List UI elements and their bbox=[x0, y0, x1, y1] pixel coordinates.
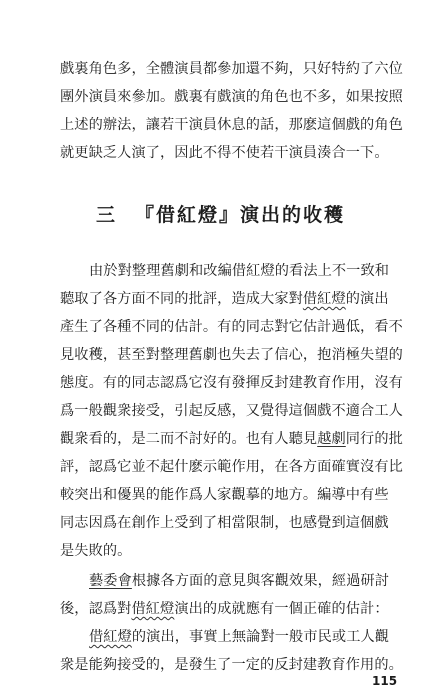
text-line bbox=[89, 628, 389, 646]
text-line: 團外演員來參加。戲裏有戲演的角色也不多，如果按照 bbox=[60, 89, 403, 105]
text-line bbox=[60, 600, 389, 618]
text-line: 戲裏角色多，全體演員都參加還不夠，只好特約了六位 bbox=[60, 61, 403, 77]
page-number: 115 bbox=[372, 674, 398, 688]
text-line: 態度。有的同志認爲它沒有發揮反封建教育作用，沒有 bbox=[60, 375, 403, 391]
text-line bbox=[89, 572, 389, 590]
section-title: 『借紅燈』演出的收穫 bbox=[135, 204, 346, 226]
text-line: 評，認爲它並不起什麽示範作用，在各方面確實沒有比 bbox=[60, 459, 403, 475]
proper-name: 越劇 bbox=[317, 431, 346, 447]
text-line: 同志因爲在創作上受到了相當限制，也感覺到這個戲 bbox=[60, 515, 389, 531]
proper-name: 藝委會 bbox=[89, 573, 132, 589]
text-line: 爲一般觀衆接受，引起反感，又覺得這個戲不適合工人 bbox=[60, 403, 403, 419]
text-run: 觀衆看的，是二而不討好的。也有人聽見 bbox=[60, 431, 318, 447]
text-run: 演出的成就應有一個正確的估計： bbox=[174, 601, 389, 617]
text-run: 聽取了各方面不同的批評，造成大家對 bbox=[60, 291, 303, 307]
text-line: 較突出和優異的能作爲人家觀摹的地方。編導中有些 bbox=[60, 487, 389, 503]
text-run: 同行的批 bbox=[345, 431, 403, 447]
text-line: 就更缺乏人演了，因此不得不使若干演員湊合一下。 bbox=[60, 145, 389, 161]
text-line bbox=[60, 430, 403, 448]
text-run: 的演出，事實上無論對一般市民或工人觀 bbox=[131, 629, 390, 645]
text-line bbox=[60, 290, 389, 308]
text-run: 的演出 bbox=[345, 291, 389, 307]
work-title: 借紅燈 bbox=[89, 629, 132, 645]
work-title: 借紅燈 bbox=[302, 291, 346, 307]
text-line: 產生了各種不同的估計。有的同志對它估計過低，看不 bbox=[60, 319, 403, 335]
text-line: 上述的辦法，讓若干演員休息的話，那麽這個戲的角色 bbox=[60, 117, 403, 133]
text-run: 後，認爲對 bbox=[60, 601, 132, 617]
section-number: 三 bbox=[95, 204, 117, 226]
text-line: 衆是能夠接受的，是發生了一定的反封建教育作用的。 bbox=[60, 657, 403, 673]
text-line: 由於對整理舊劇和改編借紅燈的看法上不一致和 bbox=[89, 263, 390, 279]
text-line: 見收穫，甚至對整理舊劇也失去了信心，抱消極失望的 bbox=[60, 347, 403, 363]
work-title: 借紅燈 bbox=[131, 601, 175, 617]
text-run: 根據各方面的意見與客觀效果，經過研討 bbox=[131, 573, 390, 589]
text-line: 是失敗的。 bbox=[60, 543, 132, 559]
section-heading bbox=[0, 200, 441, 227]
